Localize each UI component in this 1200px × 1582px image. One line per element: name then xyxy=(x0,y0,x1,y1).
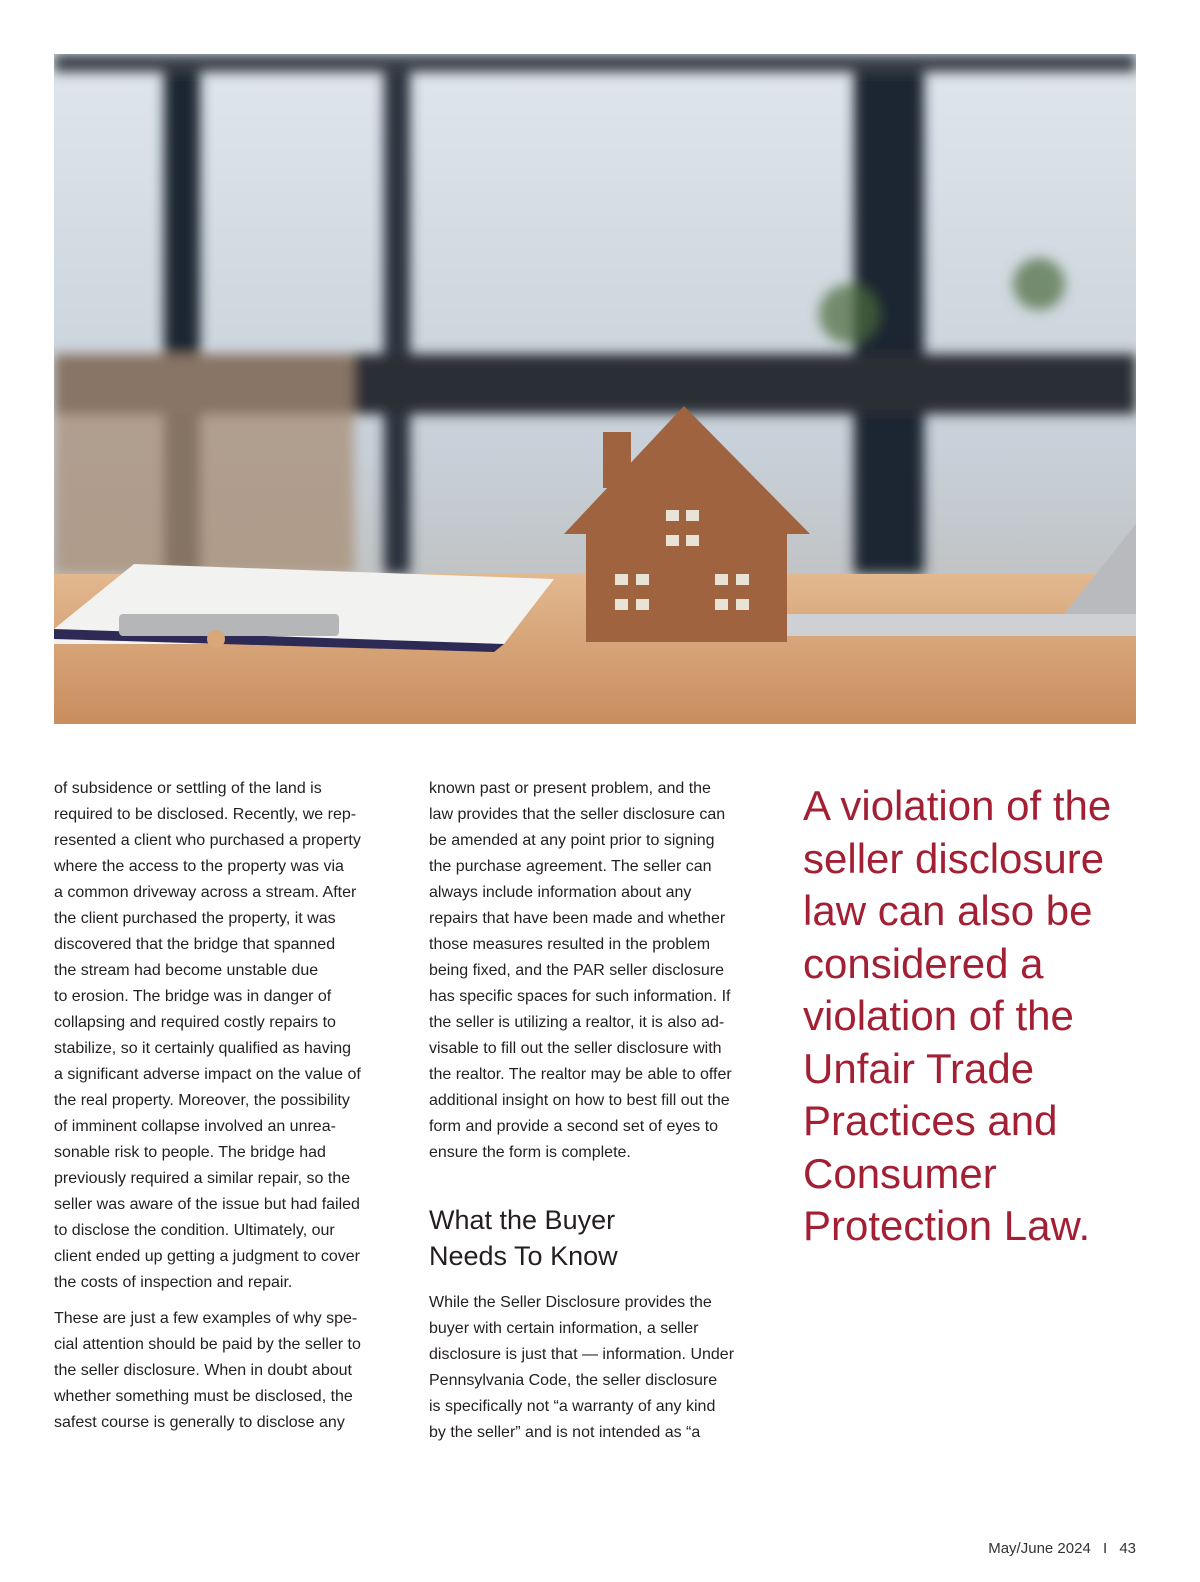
section-heading xyxy=(429,1202,769,1274)
text-line: the costs of inspection and repair. xyxy=(54,1274,293,1291)
text-line: visable to fill out the seller disclosure with xyxy=(429,1040,722,1057)
text-line: to erosion. The bridge was in danger of xyxy=(54,988,332,1005)
text-line: a common driveway across a stream. After xyxy=(54,884,357,901)
article-photo xyxy=(54,54,1136,724)
column1-paragraph-2 xyxy=(54,1306,394,1436)
column-1 xyxy=(54,776,394,1446)
text-line: of subsidence or settling of the land is xyxy=(54,780,322,797)
text-line: of imminent collapse involved an unrea- xyxy=(54,1118,336,1135)
text-line: seller was aware of the issue but had failed xyxy=(54,1196,360,1213)
text-line: stabilize, so it certainly qualified as having xyxy=(54,1040,352,1057)
text-line: those measures resulted in the problem xyxy=(429,936,711,953)
text-line: the seller is utilizing a realtor, it is also ad- xyxy=(429,1014,725,1031)
text-line: by the seller” and is not intended as “a xyxy=(429,1424,701,1441)
text-line: whether something must be disclosed, the xyxy=(54,1388,353,1405)
text-line: the client purchased the property, it was xyxy=(54,910,336,927)
text-line: repairs that have been made and whether xyxy=(429,910,726,927)
pull-quote-line: law can also be xyxy=(803,887,1093,934)
text-line: where the access to the property was via xyxy=(54,858,344,875)
text-line: required to be disclosed. Recently, we rep- xyxy=(54,806,357,823)
issue-date: May/June 2024 xyxy=(988,1540,1091,1557)
pull-quote-line: seller disclosure xyxy=(803,834,1105,882)
text-line: previously required a similar repair, so the xyxy=(54,1170,351,1187)
text-line: known past or present problem, and the xyxy=(429,780,711,797)
pull-quote-line: Consumer xyxy=(803,1149,997,1197)
pull-quote-line: Practices and xyxy=(803,1097,1058,1144)
text-line: Pennsylvania Code, the seller disclosure xyxy=(429,1372,718,1389)
heading-line: Needs To Know xyxy=(429,1241,618,1271)
page-footer xyxy=(988,1540,1136,1557)
text-line: law provides that the seller disclosure can xyxy=(429,806,726,823)
text-line: buyer with certain information, a seller xyxy=(429,1320,699,1337)
pull-quote-line: A violation of the xyxy=(803,782,1112,829)
pull-quote-line: Unfair Trade xyxy=(803,1044,1035,1092)
text-line: discovered that the bridge that spanned xyxy=(54,936,336,953)
text-line: always include information about any xyxy=(429,884,692,901)
text-line: the stream had become unstable due xyxy=(54,962,319,979)
text-line: form and provide a second set of eyes to xyxy=(429,1118,719,1135)
pull-quote-line: Protection Law. xyxy=(803,1202,1091,1249)
text-line: is specifically not “a warranty of any kind xyxy=(429,1398,716,1415)
text-line: client ended up getting a judgment to cover xyxy=(54,1248,360,1265)
text-line: safest course is generally to disclose any xyxy=(54,1414,345,1431)
text-line: sonable risk to people. The bridge had xyxy=(54,1144,326,1161)
column-2 xyxy=(429,776,769,1456)
text-line: These are just a few examples of why spe- xyxy=(54,1310,358,1327)
heading-line: What the Buyer xyxy=(429,1205,616,1235)
text-line: ensure the form is complete. xyxy=(429,1144,631,1161)
text-line: the realtor. The realtor may be able to offer xyxy=(429,1066,732,1083)
text-line: the real property. Moreover, the possibility xyxy=(54,1092,350,1109)
pull-quote-line: considered a xyxy=(803,939,1044,987)
column1-paragraph-1 xyxy=(54,776,394,1296)
text-line: a significant adverse impact on the value of xyxy=(54,1066,361,1083)
text-line: resented a client who purchased a property xyxy=(54,832,361,849)
text-line: be amended at any point prior to signing xyxy=(429,832,715,849)
text-line: the seller disclosure. When in doubt about xyxy=(54,1362,352,1379)
text-line: While the Seller Disclosure provides the xyxy=(429,1294,712,1311)
column2-paragraph-1 xyxy=(429,776,769,1166)
text-line: disclosure is just that — information. Under xyxy=(429,1346,735,1363)
text-line: cial attention should be paid by the seller to xyxy=(54,1336,361,1353)
text-line: has specific spaces for such information. If xyxy=(429,988,731,1005)
text-line: to disclose the condition. Ultimately, our xyxy=(54,1222,335,1239)
text-line: being fixed, and the PAR seller disclosure xyxy=(429,962,724,979)
text-line: additional insight on how to best fill out the xyxy=(429,1092,730,1109)
text-line: collapsing and required costly repairs to xyxy=(54,1014,336,1031)
pull-quote-line: violation of the xyxy=(803,992,1074,1039)
pull-quote xyxy=(803,780,1163,1253)
page-number: 43 xyxy=(1119,1540,1136,1557)
text-line: the purchase agreement. The seller can xyxy=(429,858,712,875)
footer-separator: I xyxy=(1102,1540,1108,1557)
column2-paragraph-2 xyxy=(429,1290,769,1446)
